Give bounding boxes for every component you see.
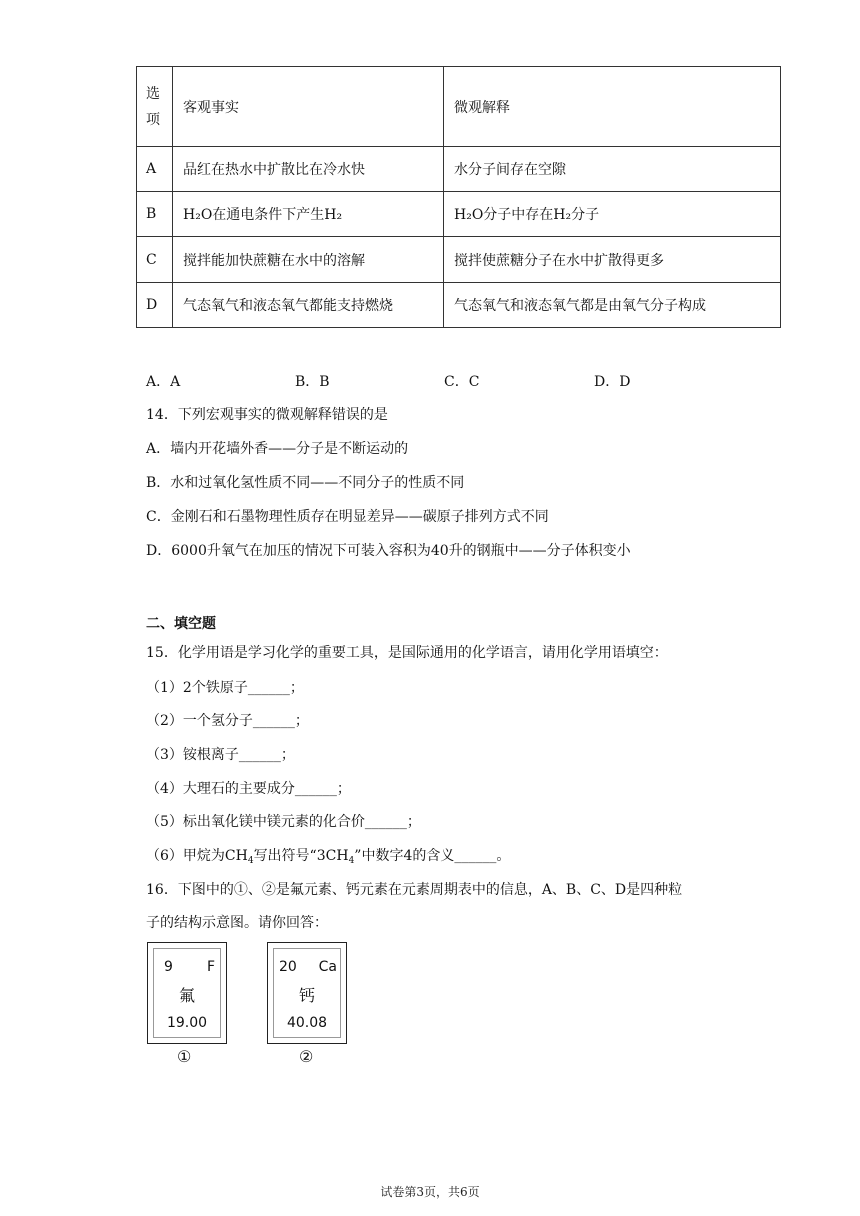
header-fact-cell: 客观事实 <box>173 67 444 147</box>
page-footer: 试卷第3页，共6页 <box>380 1185 480 1199</box>
section-title: 二、填空题 <box>146 616 216 632</box>
q15-item-2: （2）一个氢分子______； <box>146 713 309 729</box>
header-option-line2: 项 <box>146 111 160 128</box>
q16-stem-line2: 子的结构示意图。请你回答： <box>146 915 328 931</box>
q13-choice-b[interactable]: B．B <box>295 374 330 390</box>
row-option: B <box>137 192 173 237</box>
element-name: 氟 <box>178 986 195 1005</box>
row-explanation: H₂O分子中存在H₂分子 <box>444 192 781 237</box>
q14-option-a[interactable]: A．墙内开花墙外香——分子是不断运动的 <box>146 441 409 457</box>
facts-table <box>136 66 781 328</box>
atomic-mass: 40.08 <box>286 1015 328 1031</box>
q15-item-6-suffix: ”中数字4的含义______。 <box>354 848 511 864</box>
q15-item-5: （5）标出氧化镁中镁元素的化合价______； <box>146 814 421 830</box>
q14-option-b[interactable]: B．水和过氧化氢性质不同——不同分子的性质不同 <box>146 475 465 491</box>
q15-item-6-mid: 写出符号“3CH <box>253 848 349 864</box>
q16-stem-line1: 16．下图中的①、②是氟元素、钙元素在元素周期表中的信息，A、B、C、D是四种粒 <box>146 882 683 898</box>
q14-option-d[interactable]: D．6000升氧气在加压的情况下可装入容积为40升的钢瓶中——分子体积变小 <box>146 543 631 559</box>
row-fact: 气态氧气和液态氧气都能支持燃烧 <box>173 283 444 328</box>
row-option: C <box>137 237 173 283</box>
q15-item-3: （3）铵根离子______； <box>146 747 295 763</box>
q15-stem: 15．化学用语是学习化学的重要工具，是国际通用的化学语言，请用化学用语填空： <box>146 645 668 661</box>
subscript: 4 <box>247 856 254 866</box>
q13-choice-c[interactable]: C．C <box>444 374 480 390</box>
subscript: 4 <box>348 856 355 866</box>
table-row <box>137 237 781 283</box>
element-card-fluorine <box>147 942 227 1044</box>
row-fact: 品红在热水中扩散比在冷水快 <box>173 147 444 192</box>
atomic-number: 9 <box>164 959 173 975</box>
row-explanation: 气态氧气和液态氧气都是由氧气分子构成 <box>444 283 781 328</box>
table-row <box>137 283 781 328</box>
row-explanation: 搅拌使蔗糖分子在水中扩散得更多 <box>444 237 781 283</box>
q14-stem: 14．下列宏观事实的微观解释错误的是 <box>146 407 388 423</box>
q13-choice-a[interactable]: A．A <box>146 374 181 390</box>
table-row <box>137 192 781 237</box>
q15-item-4: （4）大理石的主要成分______； <box>146 781 351 797</box>
header-explanation-cell: 微观解释 <box>444 67 781 147</box>
element-label-1: ① <box>177 1047 192 1066</box>
q14-option-c[interactable]: C．金刚石和石墨物理性质存在明显差异——碳原子排列方式不同 <box>146 509 549 525</box>
element-card-calcium <box>267 942 347 1044</box>
row-explanation: 水分子间存在空隙 <box>444 147 781 192</box>
atomic-number: 20 <box>279 959 297 975</box>
row-fact: H₂O在通电条件下产生H₂ <box>173 192 444 237</box>
element-symbol: Ca <box>318 959 337 975</box>
row-fact: 搅拌能加快蔗糖在水中的溶解 <box>173 237 444 283</box>
q15-item-6-prefix: （6）甲烷为CH <box>146 848 248 864</box>
atomic-mass: 19.00 <box>166 1015 208 1031</box>
element-label-2: ② <box>299 1047 314 1066</box>
q15-item-1: （1）2个铁原子______； <box>146 680 304 696</box>
element-symbol: F <box>206 959 215 975</box>
element-name: 钙 <box>298 986 315 1005</box>
table-header-row <box>137 67 781 147</box>
header-option-cell <box>137 67 173 147</box>
table-row <box>137 147 781 192</box>
q15-item-6 <box>146 845 510 865</box>
q13-choice-d[interactable]: D．D <box>594 374 631 390</box>
row-option: A <box>137 147 173 192</box>
header-option-line1: 选 <box>146 85 160 102</box>
row-option: D <box>137 283 173 328</box>
